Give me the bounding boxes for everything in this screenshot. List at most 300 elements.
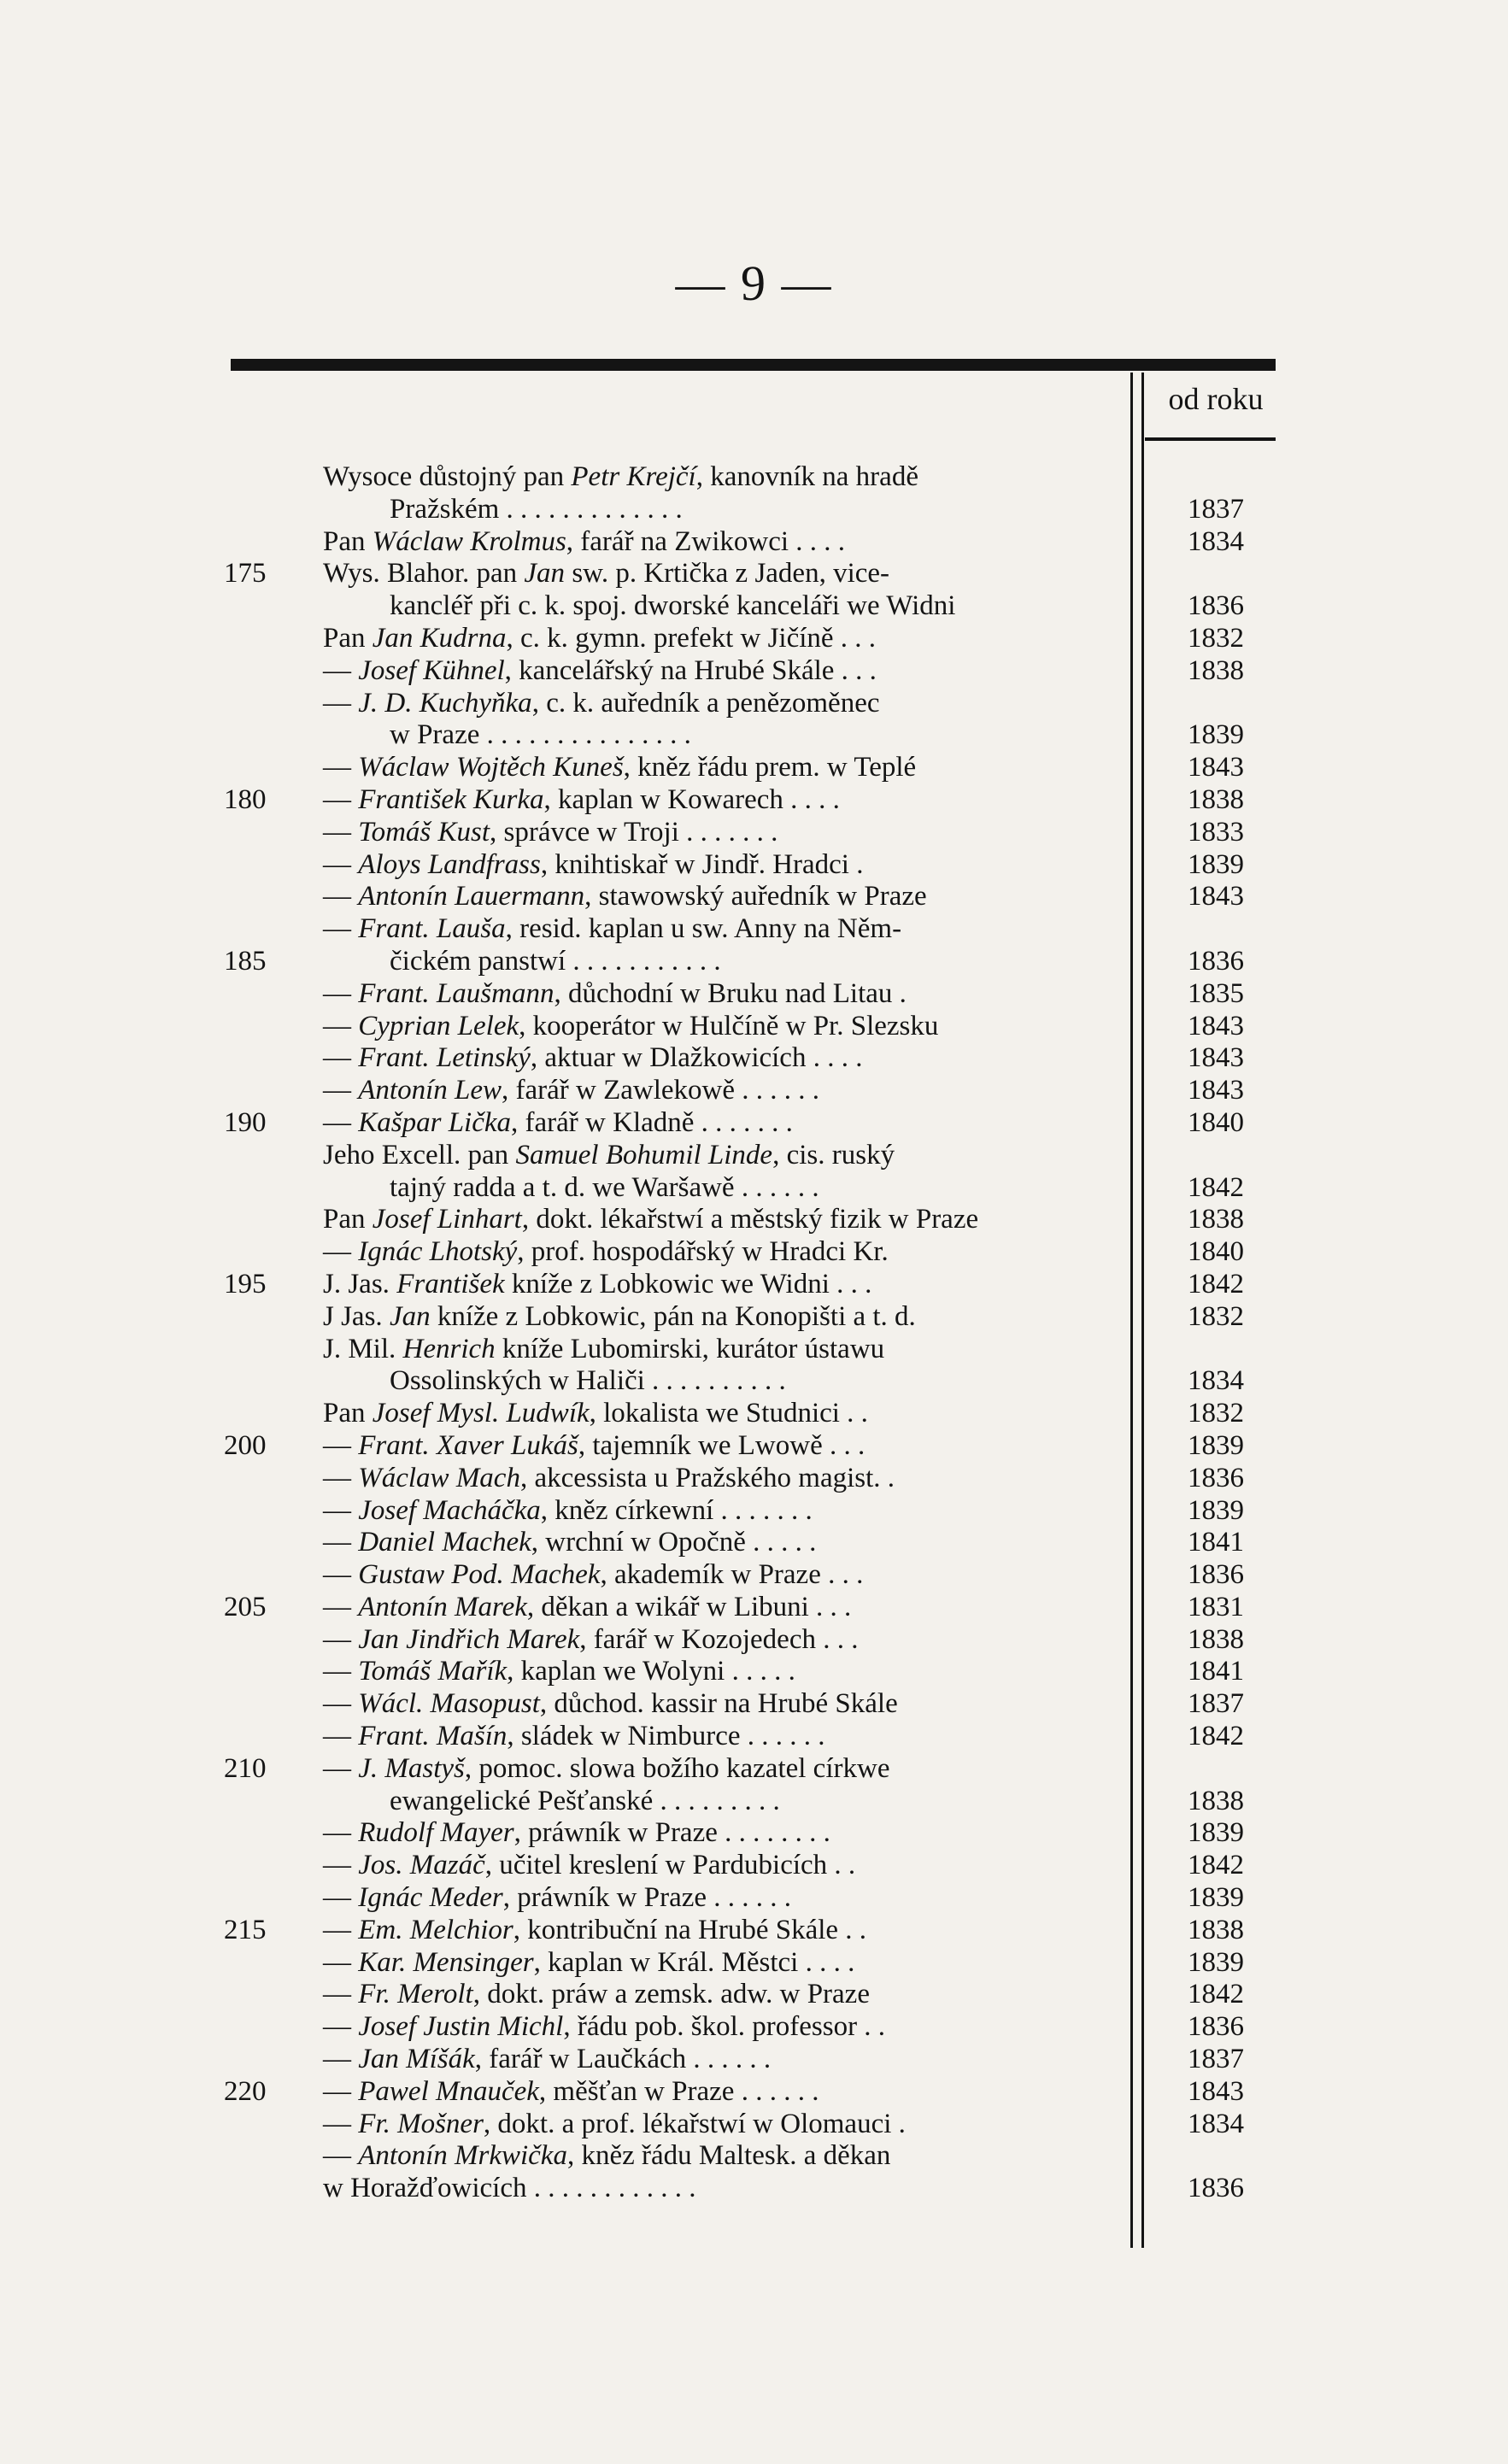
entry-prefix: kancléř při c. k. spoj. dworské kanceláři we Widni <box>390 590 956 622</box>
entry-prefix: — <box>323 881 359 912</box>
entry-text <box>323 1527 816 1559</box>
list-item <box>0 1753 1508 1786</box>
entry-text <box>323 849 863 882</box>
entry-year: 1842 <box>1188 1171 1244 1203</box>
entry-prefix: — <box>323 1527 359 1558</box>
entry-text <box>323 1656 795 1688</box>
entry-prefix: — <box>323 848 359 880</box>
entry-number: 180 <box>224 783 267 815</box>
entry-description: , kancelářský na Hrubé Skále . . . <box>504 654 877 686</box>
entry-person-name: Samuel Bohumil Linde <box>515 1139 773 1170</box>
entry-description: , kaplan w Kowarech . . . . <box>543 783 840 815</box>
entry-description: , farář w Kozojedech . . . <box>579 1623 859 1655</box>
entry-prefix: Pražském . . . . . . . . . . . . . <box>390 493 683 525</box>
entry-prefix: Wysoce důstojný pan <box>323 461 572 492</box>
entry-description: , práwník w Praze . . . . . . . . <box>513 1817 830 1849</box>
entry-prefix: — <box>323 1075 359 1106</box>
entry-year: 1836 <box>1188 2011 1244 2043</box>
entry-text <box>323 1334 884 1366</box>
entry-text <box>323 1688 898 1721</box>
entry-person-name: Pawel Mnauček <box>358 2075 539 2107</box>
entry-text <box>323 2173 696 2205</box>
entry-year: 1843 <box>1188 881 1244 912</box>
entry-description: , farář w Kladně . . . . . . . <box>511 1106 793 1138</box>
entry-year: 1836 <box>1188 1559 1244 1591</box>
list-item <box>0 2076 1508 2109</box>
entry-text <box>323 1301 916 1334</box>
entry-person-name: Frant. Lauša <box>358 913 506 945</box>
list-item <box>0 1140 1508 1172</box>
entry-text <box>323 817 777 849</box>
entry-description: , práwník w Praze . . . . . . <box>502 1882 792 1914</box>
year-header-rule <box>1145 437 1276 441</box>
list-item <box>0 1786 1508 1818</box>
entry-person-name: Josef Mysl. Ludwík <box>372 1398 590 1429</box>
entry-description: , kaplan w Král. Městci . . . . <box>533 1946 855 1978</box>
entry-text <box>323 1850 855 1882</box>
entry-description: kníže Lubomirski, kurátor ústawu <box>495 1333 885 1364</box>
entry-person-name: František Kurka <box>358 783 544 815</box>
entry-prefix: w Horažďowicích . . . . . . . . . . . . <box>323 2173 696 2204</box>
entry-description: , knihtiskař w Jindř. Hradci . <box>540 848 864 880</box>
entry-text <box>323 1107 793 1140</box>
entry-prefix: Pan <box>323 1204 373 1235</box>
list-item <box>0 1398 1508 1430</box>
entry-description: , akademík w Praze . . . <box>600 1559 864 1591</box>
list-item <box>0 1817 1508 1850</box>
entry-person-name: Frant. Xaver Lukáš <box>358 1429 578 1461</box>
entry-person-name: Wáclaw Wojtěch Kuneš <box>358 752 624 783</box>
entry-text <box>390 1172 819 1205</box>
entry-description: , farář na Zwikowci . . . . <box>566 525 846 557</box>
entry-number: 210 <box>224 1752 267 1784</box>
list-item <box>0 1656 1508 1688</box>
entry-text <box>323 1559 863 1592</box>
entry-prefix: — <box>323 2075 359 2107</box>
list-item <box>0 1236 1508 1269</box>
list-item <box>0 1365 1508 1398</box>
entry-year: 1834 <box>1188 1365 1244 1397</box>
entry-prefix: J Jas. <box>323 1300 390 1332</box>
entry-text <box>323 1915 866 1947</box>
entry-person-name: Josef Justin Michl <box>358 2011 564 2043</box>
entry-description: , kanovník na hradě <box>695 461 918 492</box>
entry-text <box>323 1430 865 1463</box>
entry-year: 1837 <box>1188 493 1244 525</box>
list-item <box>0 461 1508 494</box>
entry-year: 1838 <box>1188 1914 1244 1945</box>
entry-description: , c. k. gymn. prefekt w Jičíně . . . <box>506 622 877 654</box>
entry-prefix: čickém panstwí . . . . . . . . . . . <box>390 945 721 977</box>
entry-text <box>323 1817 830 1850</box>
entry-person-name: J. D. Kuchyňka <box>358 687 532 719</box>
list-item <box>0 1042 1508 1075</box>
list-item <box>0 558 1508 590</box>
list-item <box>0 1334 1508 1366</box>
entry-description: , důchodní w Bruku nad Litau . <box>554 977 907 1009</box>
entry-text <box>323 1269 871 1301</box>
entry-year: 1836 <box>1188 1462 1244 1493</box>
entry-person-name: Fr. Mošner <box>358 2108 484 2139</box>
entry-year: 1837 <box>1188 1688 1244 1720</box>
entry-prefix: — <box>323 1656 359 1687</box>
entry-number: 175 <box>224 558 267 590</box>
entry-text <box>323 1204 978 1236</box>
entry-description: , kooperátor w Hulčíně w Pr. Slezsku <box>519 1010 939 1041</box>
entry-text <box>323 688 879 720</box>
entry-prefix: — <box>323 816 359 848</box>
entry-text <box>323 2011 885 2044</box>
entry-year: 1843 <box>1188 2075 1244 2107</box>
entry-prefix: — <box>323 752 359 783</box>
entry-text <box>323 655 877 688</box>
entry-text <box>390 590 955 623</box>
entry-year: 1839 <box>1188 719 1244 751</box>
entry-text <box>323 1140 895 1172</box>
entry-description: , důchod. kassir na Hrubé Skále <box>539 1688 898 1720</box>
entry-number: 185 <box>224 945 267 977</box>
entry-description: , c. k. auředník a penězoměnec <box>531 687 880 719</box>
entry-year: 1832 <box>1188 622 1244 654</box>
entry-person-name: Antonín Lew <box>358 1075 502 1106</box>
list-item <box>0 2173 1508 2205</box>
list-item <box>0 1527 1508 1559</box>
entry-description: , prof. hospodářský w Hradci Kr. <box>517 1236 889 1268</box>
entry-person-name: Jan <box>524 558 566 590</box>
entry-prefix: — <box>323 977 359 1009</box>
list-item <box>0 1107 1508 1140</box>
entry-person-name: František <box>396 1268 505 1299</box>
entry-text <box>323 1624 858 1657</box>
entry-text <box>323 1721 825 1753</box>
entry-year: 1839 <box>1188 1429 1244 1461</box>
entry-year: 1840 <box>1188 1106 1244 1138</box>
entry-prefix: — <box>323 1559 359 1591</box>
entry-number: 195 <box>224 1268 267 1299</box>
entry-person-name: Em. Melchior <box>358 1914 513 1945</box>
entry-prefix: Pan <box>323 525 373 557</box>
entry-number: 200 <box>224 1429 267 1461</box>
entry-description: , kněz řádu Maltesk. a děkan <box>566 2140 891 2172</box>
entry-text <box>323 1947 854 1980</box>
entry-text <box>390 1786 780 1818</box>
entry-prefix: — <box>323 1042 359 1074</box>
entry-prefix: — <box>323 913 359 945</box>
entry-prefix: J. Mil. <box>323 1333 403 1364</box>
entry-text <box>323 2109 906 2141</box>
entry-number: 215 <box>224 1914 267 1945</box>
list-item <box>0 1011 1508 1043</box>
entry-description: kníže z Lobkowic we Widni . . . <box>504 1268 872 1299</box>
entry-prefix: — <box>323 654 359 686</box>
entry-year: 1843 <box>1188 1042 1244 1074</box>
entry-prefix: — <box>323 2011 359 2043</box>
entry-person-name: Antonín Marek <box>358 1591 527 1622</box>
entry-year: 1842 <box>1188 1268 1244 1299</box>
entry-prefix: — <box>323 1591 359 1622</box>
entry-text <box>323 1463 895 1495</box>
entry-person-name: Frant. Mašín <box>358 1721 508 1752</box>
list-item <box>0 1688 1508 1721</box>
entry-person-name: Jan Kudrna <box>372 622 507 654</box>
entry-prefix: — <box>323 1817 359 1849</box>
entry-year: 1836 <box>1188 2173 1244 2204</box>
entry-description: , kněz řádu prem. w Teplé <box>623 752 917 783</box>
entry-prefix: — <box>323 1688 359 1720</box>
entry-year: 1839 <box>1188 1817 1244 1849</box>
entry-text <box>323 526 845 559</box>
entry-prefix: — <box>323 1979 359 2010</box>
entry-text <box>323 881 927 913</box>
entry-description: sw. p. Krtička z Jaden, vice- <box>565 558 890 590</box>
entry-text <box>323 558 889 590</box>
entry-description: , kněz církewní . . . . . . . <box>540 1494 813 1526</box>
list-item <box>0 1301 1508 1334</box>
list-item <box>0 590 1508 623</box>
list-item <box>0 1624 1508 1657</box>
entry-description: , kontribuční na Hrubé Skále . . <box>513 1914 867 1945</box>
list-item <box>0 913 1508 946</box>
list-item <box>0 1430 1508 1463</box>
entry-person-name: Daniel Machek <box>358 1527 531 1558</box>
entry-text <box>390 946 721 978</box>
entry-prefix: Ossolinských w Haliči . . . . . . . . . . <box>390 1365 786 1397</box>
entry-description: , děkan a wikář w Libuni . . . <box>526 1591 852 1622</box>
entry-text <box>323 2140 890 2173</box>
entry-person-name: Petr Krejčí <box>571 461 696 492</box>
entry-description: , stawowský auředník w Praze <box>584 881 927 912</box>
entry-prefix: ewangelické Pešťanské . . . . . . . . . <box>390 1785 780 1816</box>
header-rule <box>231 359 1276 371</box>
entry-description: , resid. kaplan u sw. Anny na Něm- <box>505 913 902 945</box>
entry-description: , farář w Zawlekowě . . . . . . <box>502 1075 820 1106</box>
entry-year: 1843 <box>1188 1010 1244 1041</box>
entry-text <box>323 752 916 784</box>
entry-year: 1842 <box>1188 1721 1244 1752</box>
entry-text <box>390 1365 786 1398</box>
entry-description: , učitel kreslení w Pardubicích . . <box>484 1850 856 1881</box>
list-item <box>0 2011 1508 2044</box>
entry-description: , aktuar w Dlažkowicích . . . . <box>530 1042 863 1074</box>
entry-year: 1839 <box>1188 848 1244 880</box>
entry-description: , dokt. a prof. lékařstwí w Olomauci . <box>483 2108 906 2139</box>
entry-person-name: Antonín Mrkwička <box>358 2140 567 2172</box>
entry-year: 1834 <box>1188 2108 1244 2139</box>
entry-year: 1836 <box>1188 945 1244 977</box>
entry-text <box>390 719 691 752</box>
list-item <box>0 881 1508 913</box>
subscriber-list <box>0 461 1508 2205</box>
entry-prefix: — <box>323 2044 359 2075</box>
list-item <box>0 1172 1508 1205</box>
entry-person-name: Josef Kühnel <box>358 654 505 686</box>
entry-person-name: Tomáš Mařík <box>358 1656 508 1687</box>
entry-year: 1839 <box>1188 1494 1244 1526</box>
list-item <box>0 1204 1508 1236</box>
entry-person-name: Aloys Landfrass <box>358 848 541 880</box>
entry-person-name: J. Mastyš <box>358 1752 465 1784</box>
entry-person-name: Cyprian Lelek <box>358 1010 519 1041</box>
entry-person-name: Rudolf Mayer <box>358 1817 514 1849</box>
entry-text <box>323 2044 771 2076</box>
entry-description: , lokalista we Studnici . . <box>589 1398 868 1429</box>
entry-person-name: Ignác Meder <box>358 1882 503 1914</box>
entry-text <box>323 2076 819 2109</box>
entry-text <box>323 1236 889 1269</box>
entry-person-name: Frant. Letinský <box>358 1042 531 1074</box>
entry-year: 1842 <box>1188 1979 1244 2010</box>
entry-person-name: Wácl. Masopust <box>358 1688 540 1720</box>
entry-person-name: Frant. Laušmann <box>358 977 554 1009</box>
entry-text <box>323 1495 813 1528</box>
entry-description: kníže z Lobkowic, pán na Konopišti a t. d. <box>430 1300 916 1332</box>
entry-text <box>323 1042 862 1075</box>
entry-description: , cis. ruský <box>772 1139 895 1170</box>
list-item <box>0 1882 1508 1915</box>
entry-year: 1837 <box>1188 2044 1244 2075</box>
list-item <box>0 946 1508 978</box>
entry-description: , tajemník we Lwowě . . . <box>578 1429 865 1461</box>
entry-prefix: J. Jas. <box>323 1268 397 1299</box>
entry-year: 1840 <box>1188 1236 1244 1268</box>
entry-prefix: Pan <box>323 1398 373 1429</box>
list-item <box>0 2044 1508 2076</box>
entry-text <box>323 461 918 494</box>
entry-text <box>323 1979 870 2011</box>
entry-description: , měšťan w Praze . . . . . . <box>538 2075 819 2107</box>
entry-prefix: — <box>323 1882 359 1914</box>
entry-description: , farář w Laučkách . . . . . . <box>474 2044 772 2075</box>
list-item <box>0 1075 1508 1107</box>
year-column-header: od roku <box>1168 382 1264 416</box>
entry-person-name: Jan Míšák <box>358 2044 475 2075</box>
entry-year: 1838 <box>1188 1204 1244 1235</box>
entry-prefix: — <box>323 1236 359 1268</box>
entry-prefix: Pan <box>323 622 373 654</box>
entry-year: 1838 <box>1188 654 1244 686</box>
entry-year: 1838 <box>1188 1623 1244 1655</box>
entry-description: , sládek w Nimburce . . . . . . <box>507 1721 825 1752</box>
list-item <box>0 1463 1508 1495</box>
entry-year: 1838 <box>1188 1785 1244 1816</box>
entry-text <box>323 1882 791 1915</box>
entry-prefix: — <box>323 1914 359 1945</box>
entry-year: 1838 <box>1188 783 1244 815</box>
list-item <box>0 2109 1508 2141</box>
entry-text <box>323 1398 868 1430</box>
entry-prefix: tajný radda a t. d. we Waršawě . . . . . . <box>390 1171 819 1203</box>
entry-year: 1834 <box>1188 525 1244 557</box>
entry-person-name: Josef Macháčka <box>358 1494 541 1526</box>
list-item <box>0 849 1508 882</box>
entry-year: 1832 <box>1188 1398 1244 1429</box>
list-item <box>0 2140 1508 2173</box>
entry-person-name: Jos. Mazáč <box>358 1850 485 1881</box>
entry-person-name: Ignác Lhotský <box>358 1236 518 1268</box>
list-item <box>0 1915 1508 1947</box>
list-item <box>0 655 1508 688</box>
entry-description: , správce w Troji . . . . . . . <box>490 816 778 848</box>
entry-year: 1841 <box>1188 1527 1244 1558</box>
list-item <box>0 1592 1508 1624</box>
entry-description: , řádu pob. škol. professor . . <box>563 2011 886 2043</box>
entry-text <box>390 494 683 526</box>
entry-year: 1843 <box>1188 1075 1244 1106</box>
entry-prefix: — <box>323 1010 359 1041</box>
entry-description: , wrchní w Opočně . . . . . <box>531 1527 817 1558</box>
entry-text <box>323 784 840 817</box>
list-item <box>0 784 1508 817</box>
list-item <box>0 1559 1508 1592</box>
entry-person-name: Tomáš Kust <box>358 816 490 848</box>
entry-person-name: Josef Linhart <box>372 1204 522 1235</box>
entry-year: 1836 <box>1188 590 1244 622</box>
entry-person-name: Jan Jindřich Marek <box>358 1623 580 1655</box>
list-item <box>0 1850 1508 1882</box>
entry-prefix: — <box>323 2140 359 2172</box>
entry-prefix: — <box>323 1462 359 1493</box>
entry-year: 1843 <box>1188 752 1244 783</box>
entry-description: , pomoc. slowa božího kazatel církwe <box>464 1752 890 1784</box>
entry-year: 1839 <box>1188 1946 1244 1978</box>
entry-person-name: Kašpar Lička <box>358 1106 512 1138</box>
entry-text <box>323 1592 851 1624</box>
entry-description: , akcessista u Pražského magist. . <box>519 1462 895 1493</box>
entry-year: 1832 <box>1188 1300 1244 1332</box>
entry-description: , dokt. práw a zemsk. adw. w Praze <box>472 1979 870 2010</box>
entry-prefix: — <box>323 1850 359 1881</box>
entry-person-name: Wáclaw Mach <box>358 1462 520 1493</box>
entry-description: , dokt. lékařstwí a městský fizik w Praze <box>521 1204 979 1235</box>
entry-prefix: — <box>323 2108 359 2139</box>
entry-prefix: — <box>323 1946 359 1978</box>
entry-year: 1842 <box>1188 1850 1244 1881</box>
list-item <box>0 978 1508 1011</box>
entry-description: , kaplan we Wolyni . . . . . <box>507 1656 795 1687</box>
entry-text <box>323 1011 938 1043</box>
list-item <box>0 494 1508 526</box>
list-item <box>0 623 1508 655</box>
entry-prefix: — <box>323 1106 359 1138</box>
entry-prefix: w Praze . . . . . . . . . . . . . . . <box>390 719 691 751</box>
entry-prefix: — <box>323 687 359 719</box>
list-item <box>0 817 1508 849</box>
entry-text <box>323 1075 819 1107</box>
entry-text <box>323 623 876 655</box>
entry-prefix: Jeho Excell. pan <box>323 1139 516 1170</box>
entry-prefix: — <box>323 1752 359 1784</box>
list-item <box>0 719 1508 752</box>
list-item <box>0 1721 1508 1753</box>
list-item <box>0 688 1508 720</box>
entry-year: 1835 <box>1188 977 1244 1009</box>
entry-year: 1833 <box>1188 816 1244 848</box>
entry-person-name: Antonín Lauermann <box>358 881 585 912</box>
entry-text <box>323 913 901 946</box>
entry-prefix: — <box>323 1494 359 1526</box>
entry-number: 205 <box>224 1591 267 1622</box>
entry-number: 220 <box>224 2075 267 2107</box>
entry-person-name: Wáclaw Krolmus <box>372 525 566 557</box>
list-item <box>0 1495 1508 1528</box>
entry-year: 1841 <box>1188 1656 1244 1687</box>
list-item <box>0 1979 1508 2011</box>
page-number: — 9 — <box>675 255 833 311</box>
list-item <box>0 752 1508 784</box>
entry-prefix: — <box>323 783 359 815</box>
entry-text <box>323 1753 889 1786</box>
entry-prefix: Wys. Blahor. pan <box>323 558 525 590</box>
